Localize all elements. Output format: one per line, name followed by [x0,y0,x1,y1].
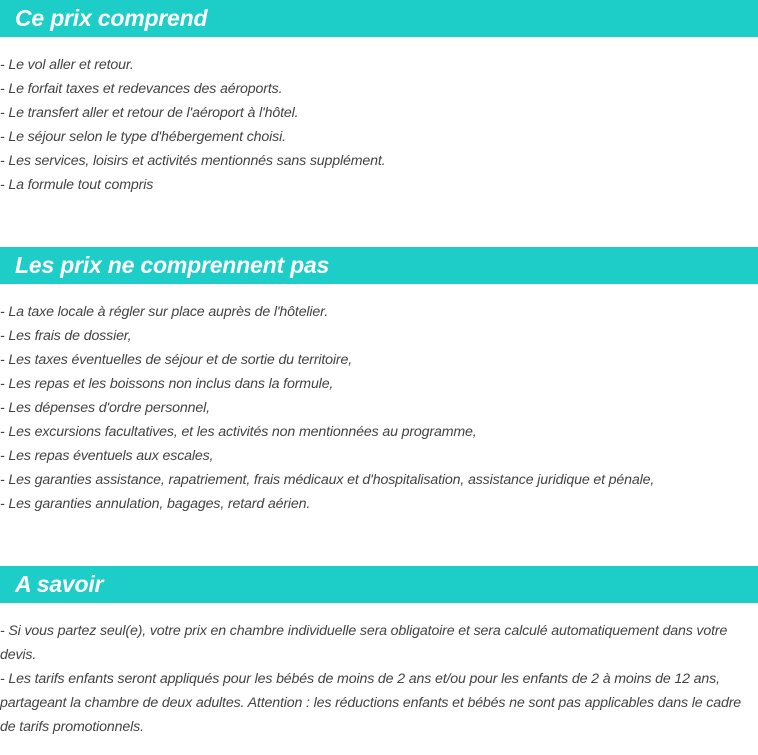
list-item: - Les garanties assistance, rapatriement, frais médicaux et d'hospitalisation, assistance juridique et pénale, [0,472,655,488]
list-item: - Les excursions facultatives, et les activités non mentionnées au programme, [0,424,477,440]
good-to-know-title: A savoir [15,571,104,597]
price-excludes-list [0,284,758,516]
list-item: - Les repas et les boissons non inclus dans la formule, [0,376,334,392]
price-excludes-section [0,247,758,516]
good-to-know-section [0,566,758,739]
price-excludes-title: Les prix ne comprennent pas [15,252,330,278]
price-includes-title: Ce prix comprend [15,5,208,31]
info-paragraph: - Les tarifs enfants seront appliqués pour les bébés de moins de 2 ans et/ou pour les enfants de 2 à moins de 12 ans, partageant la chambre de deux adultes. Attention : les réductions enfants et bébés ne sont pas applicables dans le cadre de tarifs promotionnels. [0,671,742,735]
list-item: - Le transfert aller et retour de l'aéroport à l'hôtel. [0,105,299,121]
price-includes-header [0,0,758,37]
list-item: - Le vol aller et retour. [0,57,134,73]
list-item: - La formule tout compris [0,177,154,193]
list-item: - Les taxes éventuelles de séjour et de sortie du territoire, [0,352,353,368]
list-item: - La taxe locale à régler sur place auprès de l'hôtelier. [0,304,329,320]
price-excludes-header [0,247,758,284]
list-item: - Les garanties annulation, bagages, retard aérien. [0,496,311,512]
list-item: - Le forfait taxes et redevances des aéroports. [0,81,283,97]
info-paragraph: - Si vous partez seul(e), votre prix en chambre individuelle sera obligatoire et sera calculé automatiquement dans votre devis. [0,623,728,663]
list-item: - Les dépenses d'ordre personnel, [0,400,210,416]
list-item: - Les repas éventuels aux escales, [0,448,214,464]
good-to-know-text [0,603,758,739]
price-includes-section [0,0,758,197]
list-item: - Les services, loisirs et activités mentionnés sans supplément. [0,153,386,169]
good-to-know-header [0,566,758,603]
list-item: - Le séjour selon le type d'hébergement choisi. [0,129,286,145]
list-item: - Les frais de dossier, [0,328,132,344]
price-includes-list [0,37,758,197]
